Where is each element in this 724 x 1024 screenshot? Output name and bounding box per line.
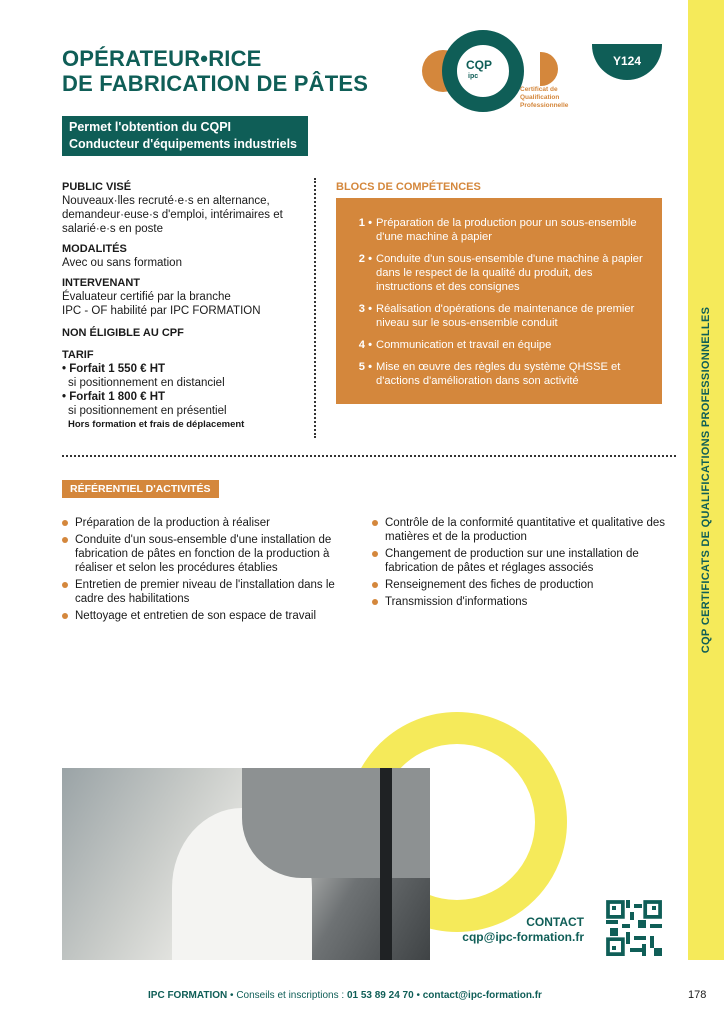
worker-photo bbox=[62, 768, 430, 960]
sidebar-text: CERTIFICATS DE QUALIFICATIONS PROFESSIONNELLES bbox=[700, 306, 712, 626]
activity-item: Conduite d'un sous-ensemble d'une installation de fabrication de pâtes en fonction de la production à réaliser et selon les procédures établies bbox=[62, 533, 352, 575]
activity-item: Nettoyage et entretien de son espace de travail bbox=[62, 609, 352, 623]
activity-item: Transmission d'informations bbox=[372, 595, 672, 609]
title-line2: DE FABRICATION DE PÂTES bbox=[62, 71, 369, 96]
page-number: 178 bbox=[688, 989, 707, 1001]
intervenant-heading: INTERVENANT bbox=[62, 277, 141, 289]
footer bbox=[148, 990, 542, 1001]
bloc-item bbox=[354, 302, 648, 330]
bloc-text: Préparation de la production pour un sous-ensemble d'une machine à papier bbox=[376, 217, 637, 243]
logo-half-circle bbox=[540, 52, 558, 86]
cpf-heading: NON ÉLIGIBLE AU CPF bbox=[62, 327, 184, 339]
bloc-number: 3 • bbox=[358, 303, 372, 315]
bloc-number: 5 • bbox=[358, 361, 372, 373]
sidebar-label bbox=[700, 307, 712, 653]
contact-email[interactable]: cqp@ipc-formation.fr bbox=[462, 930, 584, 944]
tarif-note: si positionnement en distanciel bbox=[68, 377, 225, 389]
modalites-text: Avec ou sans formation bbox=[62, 257, 182, 269]
qr-code-icon[interactable] bbox=[606, 900, 662, 956]
footer-org: IPC FORMATION bbox=[148, 990, 228, 1001]
bloc-number: 4 • bbox=[358, 339, 372, 351]
referentiel-col1 bbox=[62, 516, 352, 626]
referentiel-heading: RÉFÉRENTIEL D'ACTIVITÉS bbox=[62, 480, 219, 498]
activity-item: Entretien de premier niveau de l'installation dans le cadre des habilitations bbox=[62, 578, 352, 606]
intervenant-text: Évaluateur certifié par la branche bbox=[62, 291, 231, 303]
activity-item: Changement de production sur une installation de fabrication de pâtes et réglages associés bbox=[372, 547, 672, 575]
public-heading: PUBLIC VISÉ bbox=[62, 181, 132, 193]
bloc-text: Communication et travail en équipe bbox=[376, 339, 552, 351]
tarif-heading: TARIF bbox=[62, 349, 94, 361]
logo-ipc: ipc bbox=[468, 73, 479, 80]
public-text: Nouveaux·lles recruté·e·s en alternance, demandeur·euse·s d'emploi, intérimaires et salarié·e·s en poste bbox=[62, 195, 283, 235]
tarif-note: si positionnement en présentiel bbox=[68, 405, 227, 417]
logo-subtitle: Qualification bbox=[520, 94, 560, 101]
activity-item: Renseignement des fiches de production bbox=[372, 578, 672, 592]
code-badge bbox=[592, 44, 662, 80]
footer-phone[interactable]: 01 53 89 24 70 bbox=[346, 990, 414, 1001]
sidebar-cqp: CQP bbox=[700, 628, 712, 654]
bloc-item bbox=[354, 252, 648, 294]
logo-subtitle: Professionnelle bbox=[520, 102, 569, 109]
modalites-heading: MODALITÉS bbox=[62, 243, 127, 255]
bloc-text: Conduite d'un sous-ensemble d'une machine à papier dans le respect de la qualité du produit, des instructions et des consignes bbox=[376, 253, 643, 293]
bloc-number: 2 • bbox=[358, 253, 372, 265]
intervenant-text: IPC - OF habilité par IPC FORMATION bbox=[62, 305, 261, 317]
logo-subtitle: Certificat de bbox=[520, 86, 558, 93]
sidebar-band bbox=[688, 0, 724, 960]
bloc-item bbox=[354, 216, 648, 244]
code-text: Y124 bbox=[612, 54, 642, 68]
footer-text: • Conseils et inscriptions : bbox=[227, 990, 347, 1001]
tarif-footnote: Hors formation et frais de déplacement bbox=[68, 419, 245, 430]
info-column bbox=[62, 180, 312, 432]
cqp-logo bbox=[420, 28, 570, 118]
certification-banner bbox=[62, 116, 308, 156]
bloc-item bbox=[354, 360, 648, 388]
horizontal-divider bbox=[62, 455, 676, 457]
blocs-box bbox=[336, 198, 662, 404]
activity-item: Préparation de la production à réaliser bbox=[62, 516, 352, 530]
logo-cqp: CQP bbox=[466, 58, 493, 72]
vertical-divider bbox=[314, 178, 316, 438]
worker-shape bbox=[242, 768, 430, 878]
bloc-text: Mise en œuvre des règles du système QHSSE et d'actions d'amélioration dans son activité bbox=[376, 361, 621, 387]
bloc-item bbox=[354, 338, 648, 352]
banner-line2: Conducteur d'équipements industriels bbox=[69, 137, 297, 151]
bloc-number: 1 • bbox=[358, 217, 372, 229]
contact-block bbox=[462, 915, 584, 945]
pipe-shape bbox=[380, 768, 392, 960]
page-title bbox=[62, 46, 368, 96]
bloc-text: Réalisation d'opérations de maintenance de premier niveau sur le sous-ensemble conduit bbox=[376, 303, 635, 329]
footer-email[interactable]: contact@ipc-formation.fr bbox=[422, 990, 542, 1001]
tarif-price: • Forfait 1 550 € HT bbox=[62, 363, 166, 375]
tarif-price: • Forfait 1 800 € HT bbox=[62, 391, 166, 403]
footer-sep: • bbox=[413, 990, 423, 1001]
contact-label: CONTACT bbox=[526, 915, 584, 929]
activity-item: Contrôle de la conformité quantitative et qualitative des matières et de la production bbox=[372, 516, 672, 544]
banner-line1: Permet l'obtention du CQPI bbox=[69, 120, 232, 134]
title-line1: OPÉRATEUR•RICE bbox=[62, 46, 262, 71]
blocs-heading: BLOCS DE COMPÉTENCES bbox=[336, 181, 481, 193]
referentiel-col2 bbox=[372, 516, 672, 612]
